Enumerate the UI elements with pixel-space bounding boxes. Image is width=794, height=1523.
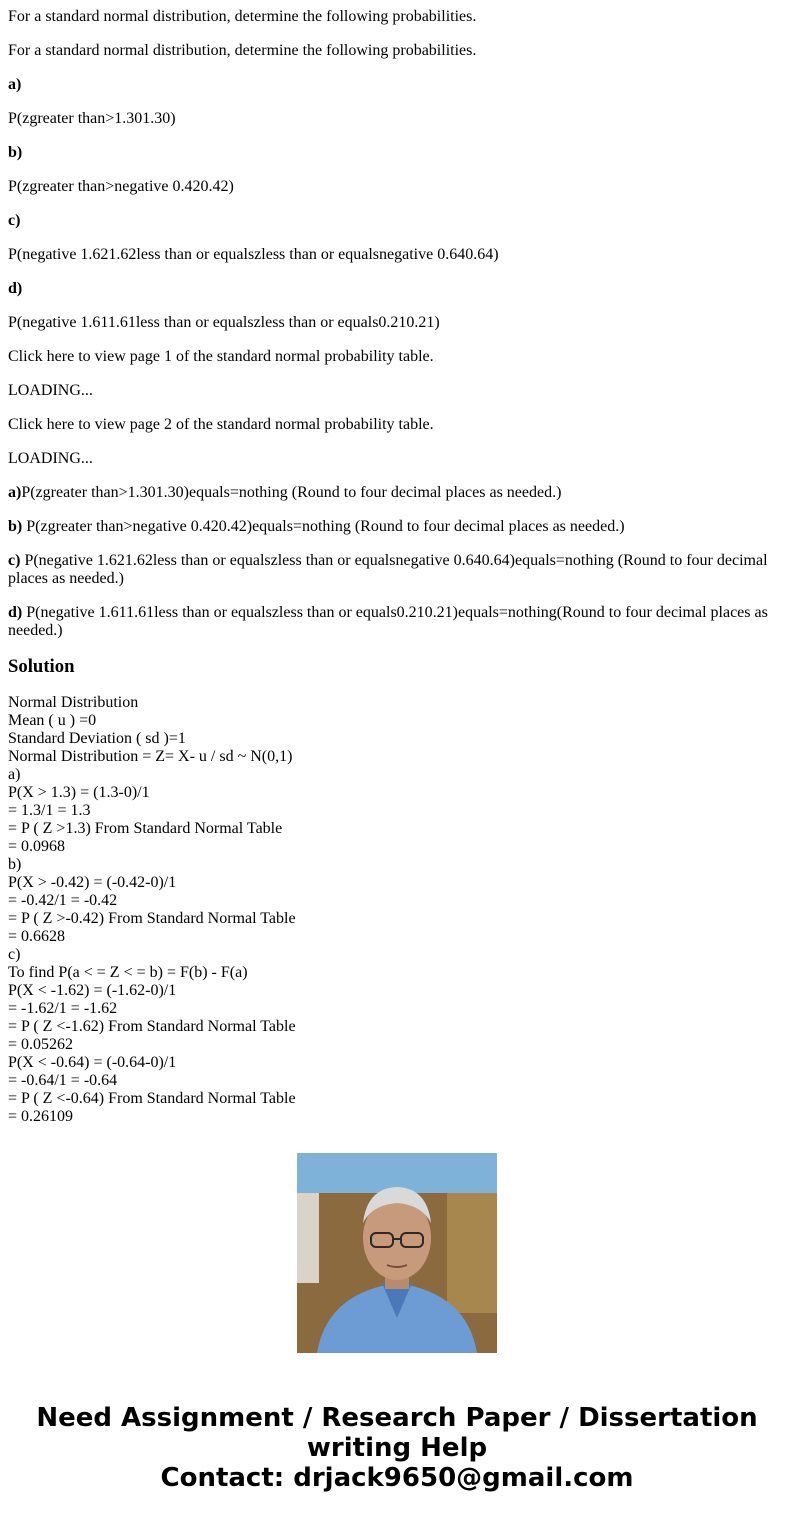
- part-b-label: b): [8, 144, 23, 161]
- solution-line: = -0.42/1 = -0.42: [8, 892, 118, 909]
- solution-line: c): [8, 946, 21, 963]
- solution-line: P(X < -0.64) = (-0.64-0)/1: [8, 1054, 177, 1071]
- solution-line: Mean ( u ) =0: [8, 712, 97, 729]
- promo-line-2: writing Help: [306, 1433, 488, 1463]
- solution-line: P(X > 1.3) = (1.3-0)/1: [8, 784, 150, 801]
- solution-line: a): [8, 766, 21, 783]
- solution-line: = P ( Z <-1.62) From Standard Normal Table: [8, 1018, 296, 1035]
- answer-a-text: P(zgreater than>1.301.30)equals=nothing (Round to four decimal places as needed.): [21, 484, 562, 501]
- solution-body: [8, 694, 786, 1125]
- solution-line: = -0.64/1 = -0.64: [8, 1072, 118, 1089]
- answer-a-label: a): [8, 484, 22, 501]
- part-d-text: P(negative 1.611.61less than or equalszless than or equals0.210.21): [8, 314, 440, 331]
- solution-line: = 0.05262: [8, 1036, 74, 1053]
- loading-text-1: LOADING...: [8, 382, 93, 399]
- solution-heading: Solution: [8, 656, 75, 677]
- part-c-text: P(negative 1.621.62less than or equalszless than or equalsnegative 0.640.64): [8, 246, 499, 263]
- solution-line: Normal Distribution = Z= X- u / sd ~ N(0,1): [8, 748, 293, 765]
- part-b-text: P(zgreater than>negative 0.420.42): [8, 178, 234, 195]
- answer-c-label: c): [8, 552, 21, 569]
- promo-banner: [0, 1403, 794, 1493]
- solution-line: = 0.6628: [8, 928, 66, 945]
- loading-text-2: LOADING...: [8, 450, 93, 467]
- solution-line: = P ( Z >-0.42) From Standard Normal Table: [8, 910, 296, 927]
- solution-line: Normal Distribution: [8, 694, 139, 711]
- part-d-label: d): [8, 280, 23, 297]
- table-link-1[interactable]: Click here to view page 1 of the standard normal probability table.: [8, 348, 434, 365]
- solution-line: = P ( Z <-0.64) From Standard Normal Table: [8, 1090, 296, 1107]
- solution-line: b): [8, 856, 22, 873]
- solution-line: P(X < -1.62) = (-1.62-0)/1: [8, 982, 177, 999]
- solution-line: = 0.26109: [8, 1108, 74, 1125]
- author-photo-image: [297, 1153, 497, 1353]
- answer-b-label: b): [8, 518, 23, 535]
- answer-d-text: P(negative 1.611.61less than or equalszless than or equals0.210.21)equals=nothing(Round to four decimal places as needed.): [8, 604, 768, 639]
- answer-d-label: d): [8, 604, 23, 621]
- promo-line-1: Need Assignment / Research Paper / Dissertation: [36, 1403, 758, 1433]
- answer-c: [8, 552, 786, 588]
- solution-line: = 1.3/1 = 1.3: [8, 802, 91, 819]
- answer-b: [8, 518, 786, 536]
- answer-c-text: P(negative 1.621.62less than or equalszless than or equalsnegative 0.640.64)equals=nothing (Round to four decimal places as needed.): [8, 552, 768, 587]
- solution-line: = 0.0968: [8, 838, 66, 855]
- solution-line: P(X > -0.42) = (-0.42-0)/1: [8, 874, 177, 891]
- author-avatar: [297, 1153, 497, 1353]
- part-a-text: P(zgreater than>1.301.30): [8, 110, 176, 127]
- solution-line: = -1.62/1 = -1.62: [8, 1000, 118, 1017]
- solution-line: = P ( Z >1.3) From Standard Normal Table: [8, 820, 283, 837]
- answer-a: [8, 484, 786, 502]
- promo-contact[interactable]: Contact: drjack9650@gmail.com: [160, 1463, 634, 1493]
- part-c-label: c): [8, 212, 21, 229]
- answer-d: [8, 604, 786, 640]
- table-link-2[interactable]: Click here to view page 2 of the standard normal probability table.: [8, 416, 434, 433]
- document-content: [8, 8, 786, 1125]
- solution-line: Standard Deviation ( sd )=1: [8, 730, 186, 747]
- question-intro-2: For a standard normal distribution, determine the following probabilities.: [8, 42, 477, 59]
- answer-b-text: P(zgreater than>negative 0.420.42)equals=nothing (Round to four decimal places as needed.): [22, 518, 625, 535]
- part-a-label: a): [8, 76, 22, 93]
- solution-line: To find P(a < = Z < = b) = F(b) - F(a): [8, 964, 248, 981]
- question-intro-1: For a standard normal distribution, determine the following probabilities.: [8, 8, 477, 25]
